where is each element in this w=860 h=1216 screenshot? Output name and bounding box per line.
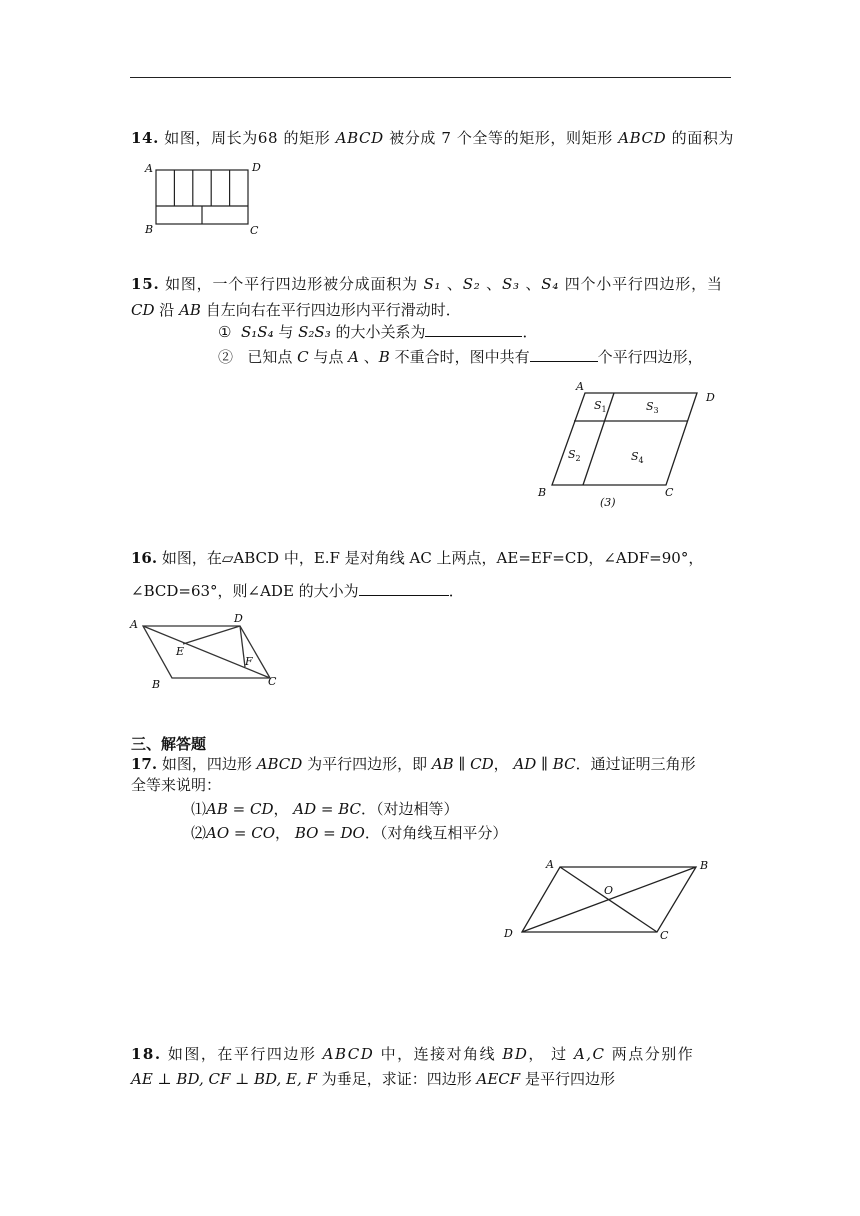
- question-17-line-2: 全等来说明：: [131, 776, 222, 794]
- question-18-line-2: AE ⊥ BD, CF ⊥ BD, E, F 为垂足，求证：四边形 AECF 是平行四边形: [131, 1070, 615, 1088]
- answer-blank[interactable]: [425, 322, 522, 337]
- label-c: C: [665, 486, 674, 499]
- label-d: D: [234, 612, 243, 625]
- label-a: A: [546, 858, 554, 871]
- figure-q16-parallelogram: [128, 608, 288, 693]
- label-d: D: [504, 927, 513, 940]
- section-heading: 三、解答题: [131, 735, 207, 753]
- question-number: 17.: [131, 755, 158, 773]
- question-17-line-1: 17. 如图，四边形 ABCD 为平行四边形，即 AB ∥ CD， AD ∥ BC．通过证明三角形: [131, 755, 696, 773]
- question-15-item-2: ② 已知点 C 与点 A 、B 不重合时，图中共有 个平行四边形，: [218, 348, 703, 366]
- label-d: D: [252, 161, 261, 174]
- question-18-line-1: 18. 如图，在平行四边形 ABCD 中，连接对角线 BD， 过 A,C 两点分别作: [131, 1045, 695, 1063]
- label-d: D: [706, 391, 715, 404]
- label-c: C: [660, 929, 669, 942]
- question-14-text: 14. 如图，周长为68 的矩形 ABCD 被分成 7 个全等的矩形，则矩形 ABCD 的面积为: [131, 129, 735, 147]
- answer-blank[interactable]: [530, 347, 598, 362]
- label-b: B: [700, 859, 709, 872]
- question-number: 16.: [131, 549, 158, 567]
- figure-q17-parallelogram: [500, 850, 720, 950]
- question-15-item-1: ① S₁S₄ 与 S₂S₃ 的大小关系为 ．: [218, 323, 538, 341]
- question-number: 15.: [131, 275, 160, 293]
- header-rule: [130, 77, 731, 78]
- question-number: 14.: [131, 129, 159, 147]
- question-17-item-1: ⑴AB = CD， AD = BC．（对边相等）: [191, 800, 459, 818]
- label-c: C: [250, 224, 259, 237]
- label-s4: $S_4$: [631, 450, 644, 465]
- label-b: B: [152, 678, 161, 691]
- label-f: F: [245, 655, 253, 668]
- question-16-line-1: 16. 如图，在▱ABCD 中，E.F 是对角线 AC 上两点，AE=EF=CD，∠ADF=90°，: [131, 549, 704, 567]
- label-b: B: [538, 486, 547, 499]
- answer-blank[interactable]: [359, 581, 449, 596]
- figure-q15-parallelogram: [530, 378, 730, 513]
- question-number: 18.: [131, 1045, 162, 1063]
- question-15-line-1: 15. 如图，一个平行四边形被分成面积为 S₁ 、S₂ 、S₃ 、S₄ 四个小平行四边形，当: [131, 275, 723, 293]
- figure-caption: (3): [600, 496, 616, 509]
- label-s1: $S_1$: [594, 399, 607, 414]
- label-a: A: [145, 162, 153, 175]
- label-o: O: [604, 884, 614, 897]
- label-b: B: [145, 223, 154, 236]
- label-s3: $S_3$: [646, 400, 659, 415]
- label-a: A: [576, 380, 584, 393]
- question-15-line-2: CD 沿 AB 自左向右在平行四边形内平行滑动时．: [131, 301, 461, 319]
- label-c: C: [268, 675, 277, 688]
- label-a: A: [130, 618, 138, 631]
- label-s2: $S_2$: [568, 448, 581, 463]
- label-e: E: [176, 645, 185, 658]
- question-17-item-2: ⑵AO = CO， BO = DO．（对角线互相平分）: [191, 824, 508, 842]
- question-16-line-2: ∠BCD=63°，则∠ADE 的大小为 ．: [131, 582, 464, 600]
- figure-q14-rectangles: [140, 160, 270, 240]
